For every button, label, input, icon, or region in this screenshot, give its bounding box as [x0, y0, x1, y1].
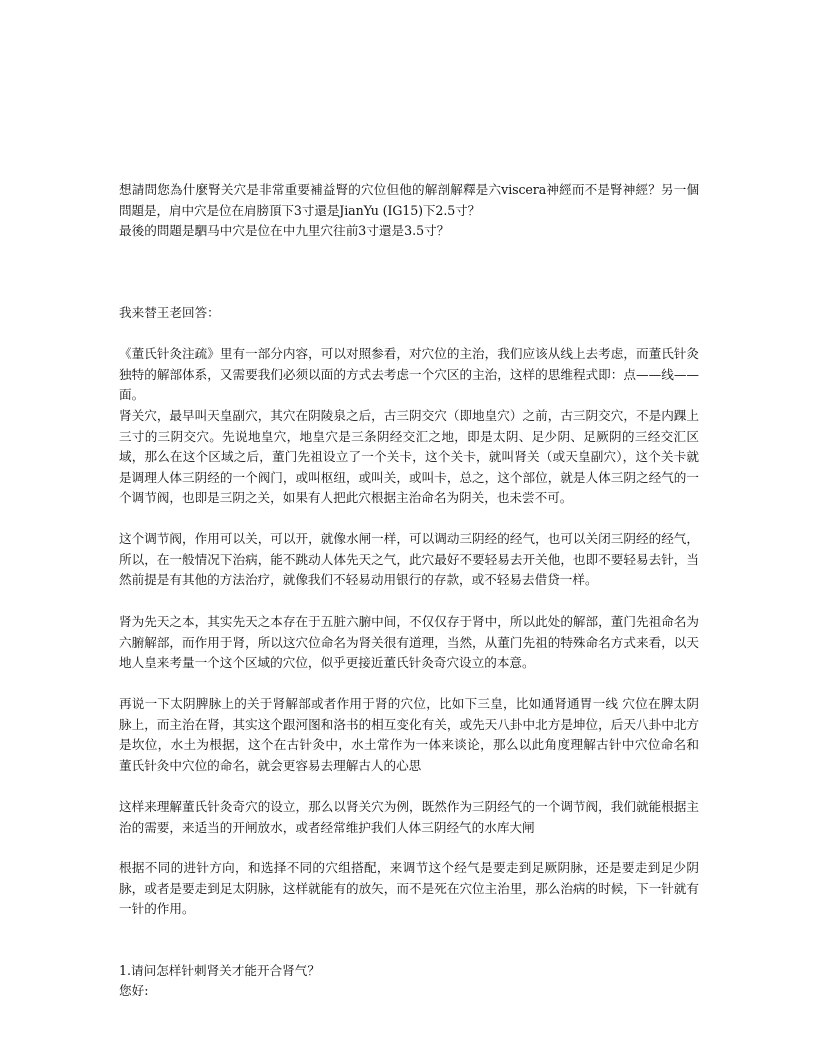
answer-intro: 我来替王老回答： — [119, 305, 220, 320]
paragraph-shenguan-acupoint: 肾关穴，最早叫天皇副穴，其穴在阴陵泉之后，古三阴交穴（即地皇穴）之前，古三阴交穴，不是内踝上三寸的三阴交穴。先说地皇穴，地皇穴是三条阴经交汇之地，即是太阴、足少阴、足厥阴的三经交汇区域，那么在这个区域之后，董门先祖设立了一个关卡，这个关卡，就叫肾关（或天皇副穴），这个关卡就是调理人体三阴经的一个阀门，或叫枢纽，或叫关，或叫卡，总之，这个部位，就是人体三阴之经气的一个调节阀，也即是三阴之关，如果有人把此穴根据主治命名为阴关，也未尝不可。 — [119, 408, 699, 505]
question-paragraph: 想請問您為什麼腎关穴是非常重要補益腎的穴位但他的解剖解釋是六viscera神經而不是腎神經？另一個問題是，肩中穴是位在肩膀頂下3寸還是JianYu (IG15)下2.5寸？ — [119, 182, 699, 218]
followup-question: 1.请问怎样针刺肾关才能开合肾气？ — [119, 963, 320, 978]
paragraph-needling-direction: 根据不同的进针方向，和选择不同的穴组搭配，来调节这个经气是要走到足厥阴脉，还是要走到足少阴脉，或者是要走到足太阴脉，这样就能有的放矢，而不是死在穴位主治里，那么治病的时候，下一针就有一针的作用。 — [119, 860, 699, 916]
paragraph-regulating-valve: 这个调节阀，作用可以关，可以开，就像水闸一样，可以调动三阴经的经气，也可以关闭三阴经的经气，所以，在一般情况下治病，能不跳动人体先天之气，此穴最好不要轻易去开关他，也即不要轻易去针，当然前提是有其他的方法治疗，就像我们不轻易动用银行的存款，或不轻易去借贷一样。 — [119, 531, 699, 587]
paragraph-spleen-meridian: 再说一下太阴脾脉上的关于肾解部或者作用于肾的穴位，比如下三皇，比如通肾通胃一线 穴位在脾太阴脉上，而主治在肾，其实这个跟河图和洛书的相互变化有关，或先天八卦中北方是坤位，后天八卦中北方是坎位，水土为根据，这个在古针灸中，水土常作为一体来谈论，那么以此角度理解古针中穴位命名和 董氏针灸中穴位的命名，就会更容易去理解古人的心思 — [119, 696, 699, 773]
paragraph-congenital-foundation: 肾为先天之本，其实先天之本存在于五脏六腑中间，不仅仅存于肾中，所以此处的解部，董门先祖命名为六腑解部，而作用于肾，所以这穴位命名为肾关很有道理，当然，从董门先祖的特殊命名方式来看，以天地人皇来考量一个这个区域的穴位，似乎更接近董氏针灸奇穴设立的本意。 — [119, 614, 699, 670]
question-final-line: 最後的問題是駟马中穴是位在中九里穴往前3寸還是3.5寸？ — [119, 223, 450, 238]
paragraph-understanding-points: 这样来理解董氏针灸奇穴的设立，那么以肾关穴为例，既然作为三阴经气的一个调节阀，我们就能根据主治的需要，来适当的开闸放水，或者经常维护我们人体三阴经气的水库大闸 — [119, 799, 699, 835]
followup-greeting: 您好: — [119, 983, 149, 998]
paragraph-point-line-surface: 《董氏针灸注疏》里有一部分内容，可以对照参看，对穴位的主治，我们应该从线上去考虑，而董氏针灸独特的解部体系，又需要我们必须以面的方式去考虑一个穴区的主治，这样的思维程式即：点——线——面。 — [119, 346, 699, 402]
